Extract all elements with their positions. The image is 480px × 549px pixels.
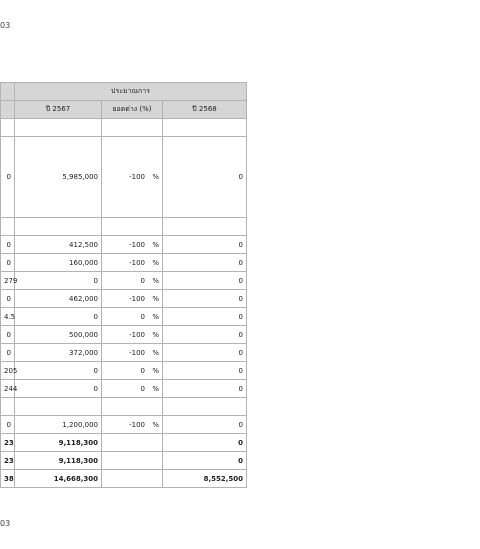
percent-unit: % bbox=[152, 258, 159, 267]
cell-diff-percent bbox=[102, 344, 163, 362]
cell-2568 bbox=[163, 119, 247, 137]
table-row bbox=[1, 380, 247, 398]
cell-2568: 0 bbox=[163, 272, 247, 290]
diff-value: 0 bbox=[140, 312, 145, 321]
percent-unit: % bbox=[152, 366, 159, 375]
cell-diff-percent bbox=[102, 416, 163, 434]
cell-2567: 9,118,300 bbox=[15, 434, 102, 452]
percent-unit: % bbox=[152, 312, 159, 321]
cell-diff-percent bbox=[102, 470, 163, 488]
cell-diff-percent bbox=[102, 290, 163, 308]
cell-prev-year: 0 bbox=[1, 254, 15, 272]
cell-2567: 0 bbox=[15, 308, 102, 326]
cell-2567 bbox=[15, 398, 102, 416]
cell-diff-percent bbox=[102, 218, 163, 236]
cell-2567: 0 bbox=[15, 380, 102, 398]
cell-2567: 412,500 bbox=[15, 236, 102, 254]
diff-value: 0 bbox=[140, 384, 145, 393]
cell-2568: 0 bbox=[163, 416, 247, 434]
cell-2567: 5,985,000 bbox=[15, 137, 102, 218]
cell-2568 bbox=[163, 218, 247, 236]
cell-diff-percent bbox=[102, 326, 163, 344]
cell-prev-year: 0 bbox=[1, 416, 15, 434]
diff-value: -100 bbox=[129, 420, 145, 429]
cell-prev-year: 38 bbox=[1, 470, 15, 488]
cell-2567: 0 bbox=[15, 272, 102, 290]
cell-diff-percent bbox=[102, 362, 163, 380]
cell-prev-year: 0 bbox=[1, 290, 15, 308]
cell-2568: 0 bbox=[163, 344, 247, 362]
cell-2568: 0 bbox=[163, 290, 247, 308]
table-row bbox=[1, 290, 247, 308]
cell-2567: 462,000 bbox=[15, 290, 102, 308]
table-body bbox=[1, 119, 247, 488]
table-row bbox=[1, 398, 247, 416]
cell-prev-year: 0 bbox=[1, 236, 15, 254]
cell-2568: 0 bbox=[163, 452, 247, 470]
cell-prev-year: 23 bbox=[1, 434, 15, 452]
diff-value: 0 bbox=[140, 366, 145, 375]
cell-diff-percent bbox=[102, 272, 163, 290]
cell-diff-percent bbox=[102, 434, 163, 452]
table-row bbox=[1, 416, 247, 434]
percent-unit: % bbox=[152, 240, 159, 249]
cell-2567: 14,668,300 bbox=[15, 470, 102, 488]
cell-diff-percent bbox=[102, 398, 163, 416]
cell-2568: 0 bbox=[163, 236, 247, 254]
table-row bbox=[1, 326, 247, 344]
cell-2568: 0 bbox=[163, 380, 247, 398]
cell-2568: 8,552,500 bbox=[163, 470, 247, 488]
diff-value: -100 bbox=[129, 348, 145, 357]
table-row bbox=[1, 470, 247, 488]
cell-2568: 0 bbox=[163, 326, 247, 344]
cell-diff-percent bbox=[102, 254, 163, 272]
percent-unit: % bbox=[152, 348, 159, 357]
cell-2567: 372,000 bbox=[15, 344, 102, 362]
cell-prev-year bbox=[1, 218, 15, 236]
header-col-2568: ปี 2568 bbox=[163, 101, 247, 119]
cell-prev-year: 23 bbox=[1, 452, 15, 470]
table-row bbox=[1, 308, 247, 326]
header-group-estimate: ประมาณการ bbox=[15, 83, 247, 101]
cell-2567 bbox=[15, 218, 102, 236]
percent-unit: % bbox=[152, 330, 159, 339]
cell-2568: 0 bbox=[163, 308, 247, 326]
table-row bbox=[1, 218, 247, 236]
cell-2567: 500,000 bbox=[15, 326, 102, 344]
cell-2567: 9,118,300 bbox=[15, 452, 102, 470]
cell-2568: 0 bbox=[163, 254, 247, 272]
percent-unit: % bbox=[152, 384, 159, 393]
cell-diff-percent bbox=[102, 119, 163, 137]
table-row bbox=[1, 434, 247, 452]
percent-unit: % bbox=[152, 294, 159, 303]
diff-value: -100 bbox=[129, 240, 145, 249]
cell-diff-percent bbox=[102, 452, 163, 470]
cell-2568: 0 bbox=[163, 137, 247, 218]
cell-diff-percent bbox=[102, 137, 163, 218]
cell-2568: 0 bbox=[163, 434, 247, 452]
cell-2568 bbox=[163, 398, 247, 416]
cell-prev-year: 0 bbox=[1, 137, 15, 218]
cell-prev-year: 205 bbox=[1, 362, 15, 380]
table-row bbox=[1, 236, 247, 254]
cell-2567: 160,000 bbox=[15, 254, 102, 272]
cell-prev-year: 244 bbox=[1, 380, 15, 398]
cell-diff-percent bbox=[102, 236, 163, 254]
header-col-2567: ปี 2567 bbox=[15, 101, 102, 119]
table-row bbox=[1, 119, 247, 137]
table-row bbox=[1, 137, 247, 218]
cell-prev-year: 0 bbox=[1, 326, 15, 344]
percent-unit: % bbox=[152, 173, 159, 181]
budget-table bbox=[0, 82, 247, 488]
cell-diff-percent bbox=[102, 380, 163, 398]
header-cell-left-empty bbox=[1, 101, 15, 119]
header-col-diff: ยอดต่าง (%) bbox=[102, 101, 163, 119]
cell-prev-year: 4.5 bbox=[1, 308, 15, 326]
diff-value: -100 bbox=[129, 173, 145, 181]
page-number-top: 03 bbox=[0, 21, 11, 30]
diff-value: -100 bbox=[129, 258, 145, 267]
table-row bbox=[1, 272, 247, 290]
cell-prev-year bbox=[1, 398, 15, 416]
cell-2567 bbox=[15, 119, 102, 137]
header-cell-left-empty bbox=[1, 83, 15, 101]
cell-prev-year bbox=[1, 119, 15, 137]
table-header bbox=[1, 83, 247, 119]
percent-unit: % bbox=[152, 276, 159, 285]
cell-prev-year: 279 bbox=[1, 272, 15, 290]
table-row bbox=[1, 452, 247, 470]
table-row bbox=[1, 344, 247, 362]
page-number-bottom: 03 bbox=[0, 519, 11, 528]
cell-2567: 1,200,000 bbox=[15, 416, 102, 434]
cell-2568: 0 bbox=[163, 362, 247, 380]
cell-prev-year: 0 bbox=[1, 344, 15, 362]
table-row bbox=[1, 254, 247, 272]
diff-value: -100 bbox=[129, 330, 145, 339]
cell-2567: 0 bbox=[15, 362, 102, 380]
diff-value: 0 bbox=[140, 276, 145, 285]
diff-value: -100 bbox=[129, 294, 145, 303]
percent-unit: % bbox=[152, 420, 159, 429]
table-row bbox=[1, 362, 247, 380]
cell-diff-percent bbox=[102, 308, 163, 326]
